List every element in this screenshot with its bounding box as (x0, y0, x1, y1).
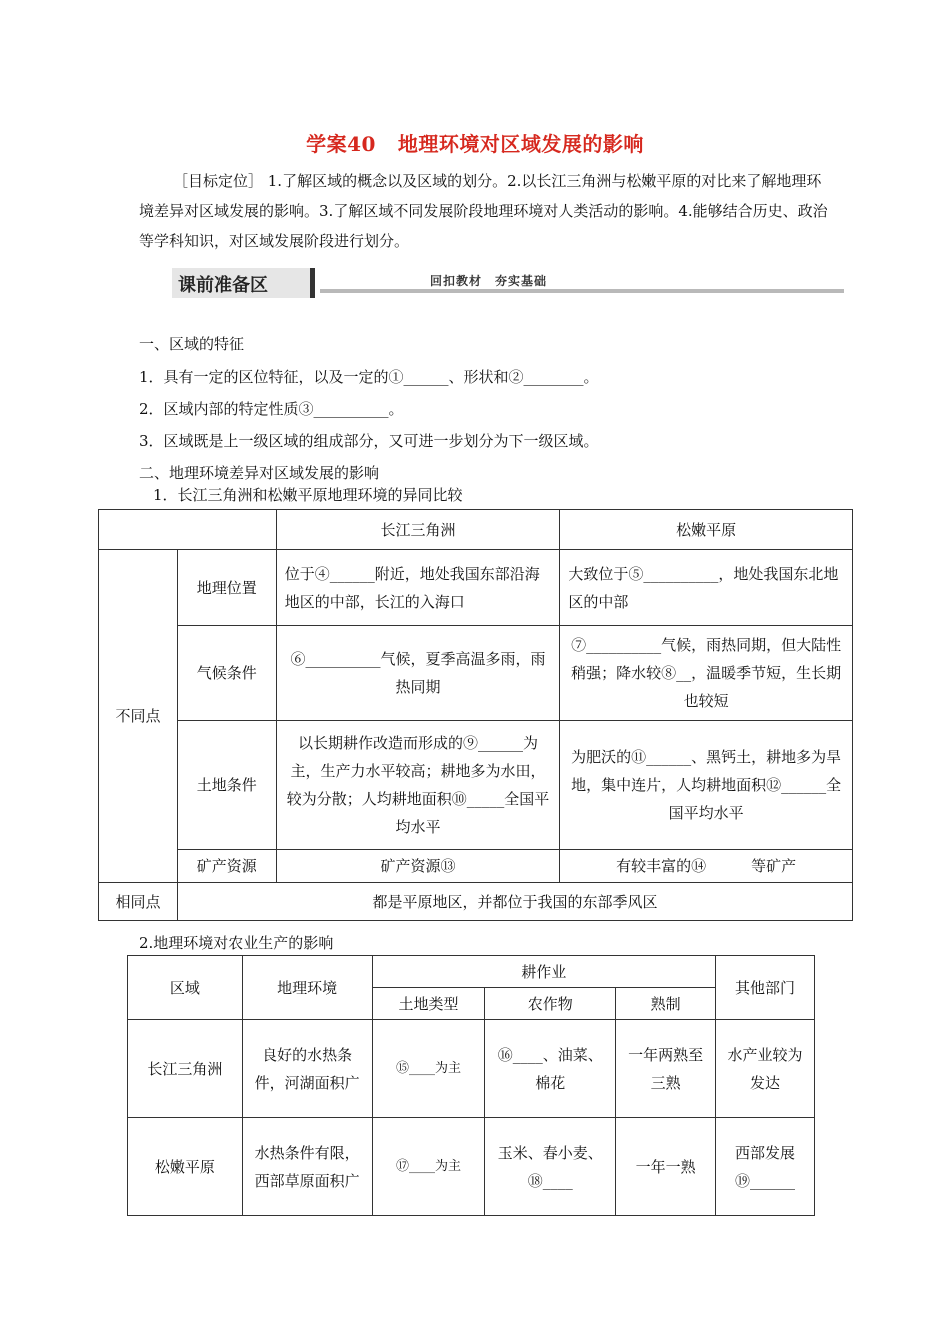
header-crops: 农作物 (485, 988, 616, 1020)
table-cell: 一年一熟 (616, 1118, 716, 1216)
section1-item-2: 2．区域内部的特定性质③__________。 (139, 400, 404, 418)
header-farming: 耕作业 (372, 956, 716, 988)
header-other: 其他部门 (716, 956, 815, 1020)
same-text: 都是平原地区，并都位于我国的东部季风区 (177, 883, 852, 921)
page-title (0, 128, 950, 157)
table-cell: 有较丰富的⑭ 等矿产 (560, 850, 853, 883)
comparison-table (98, 509, 853, 921)
table-cell: 以长期耕作改造而形成的⑨______为主，生产力水平较高；耕地多为水田，较为分散；人均耕地面积⑩_____全国平均水平 (276, 721, 560, 850)
table-cell: 松嫩平原 (128, 1118, 243, 1216)
table-cell: 为肥沃的⑪______、黑钙土，耕地多为旱地，集中连片，人均耕地面积⑫______全国平均水平 (560, 721, 853, 850)
table-cell: 矿产资源⑬ (276, 850, 560, 883)
table-cell: ⑰____为主 (372, 1118, 485, 1216)
diff-label: 不同点 (99, 550, 178, 883)
header-region: 区域 (128, 956, 243, 1020)
table-cell: 玉米、春小麦、⑱____ (485, 1118, 616, 1216)
section1-heading: 一、区域的特征 (139, 335, 245, 353)
table-row (128, 956, 815, 988)
table-row (99, 550, 853, 626)
section1-item-3: 3．区域既是上一级区域的组成部分，又可进一步划分为下一级区域。 (139, 432, 599, 450)
banner-label: 课前准备区 (178, 275, 268, 296)
section1-item-1: 1．具有一定的区位特征，以及一定的①______、形状和②________。 (139, 368, 599, 386)
header-cropping-system: 熟制 (616, 988, 716, 1020)
objective-paragraph: ［目标定位］ 1.了解区域的概念以及区域的划分。2.以长江三角洲与松嫩平原的对比来了解地理环境差异对区域发展的影响。3.了解区域不同发展阶段地理环境对人类活动的影响。4.能够结合历史、政治等学科知识，对区域发展阶段进行划分。 (139, 172, 828, 250)
table-cell: 水热条件有限，西部草原面积广 (242, 1118, 372, 1216)
table-cell: 位于④______附近，地处我国东部沿海地区的中部，长江的入海口 (276, 550, 560, 626)
row-label: 地理位置 (177, 550, 276, 626)
table-row (99, 721, 853, 850)
section-banner (172, 268, 844, 302)
table-cell: ⑦__________气候，雨热同期，但大陆性稍强；降水较⑧__，温暖季节短，生长期也较短 (560, 626, 853, 721)
lesson-title: 地理环境对区域发展的影响 (397, 132, 644, 156)
table-cell: 良好的水热条件，河湖面积广 (242, 1020, 372, 1118)
table-row (99, 850, 853, 883)
table-row (99, 883, 853, 921)
table-cell: ⑥__________气候，夏季高温多雨，雨热同期 (276, 626, 560, 721)
table-row (99, 510, 853, 550)
table-cell: 西部发展⑲______ (716, 1118, 815, 1216)
table-cell: 一年两熟至三熟 (616, 1020, 716, 1118)
table-cell: 长江三角洲 (128, 1020, 243, 1118)
table-row (99, 626, 853, 721)
col-header-songnen: 松嫩平原 (560, 510, 853, 550)
table2-caption: 2.地理环境对农业生产的影响 (139, 934, 334, 952)
lesson-number: 学案40 (306, 132, 376, 156)
table1-caption: 1．长江三角洲和松嫩平原地理环境的异同比较 (153, 486, 463, 504)
table-row (128, 1020, 815, 1118)
table-cell: 大致位于⑤__________，地处我国东北地区的中部 (560, 550, 853, 626)
col-header-yangtze: 长江三角洲 (276, 510, 560, 550)
row-label: 气候条件 (177, 626, 276, 721)
header-environment: 地理环境 (242, 956, 372, 1020)
banner-subtitle: 回扣教材 夯实基础 (430, 274, 548, 288)
table-cell: 水产业较为发达 (716, 1020, 815, 1118)
banner-divider (320, 289, 844, 293)
agriculture-table (127, 955, 815, 1216)
banner-label-box (172, 268, 315, 298)
same-label: 相同点 (99, 883, 178, 921)
table-row (128, 1118, 815, 1216)
header-land-type: 土地类型 (372, 988, 485, 1020)
table-cell: ⑮____为主 (372, 1020, 485, 1118)
table-cell: ⑯____、油菜、棉花 (485, 1020, 616, 1118)
row-label: 矿产资源 (177, 850, 276, 883)
table-corner-cell (99, 510, 277, 550)
section2-heading: 二、地理环境差异对区域发展的影响 (139, 464, 380, 482)
row-label: 土地条件 (177, 721, 276, 850)
